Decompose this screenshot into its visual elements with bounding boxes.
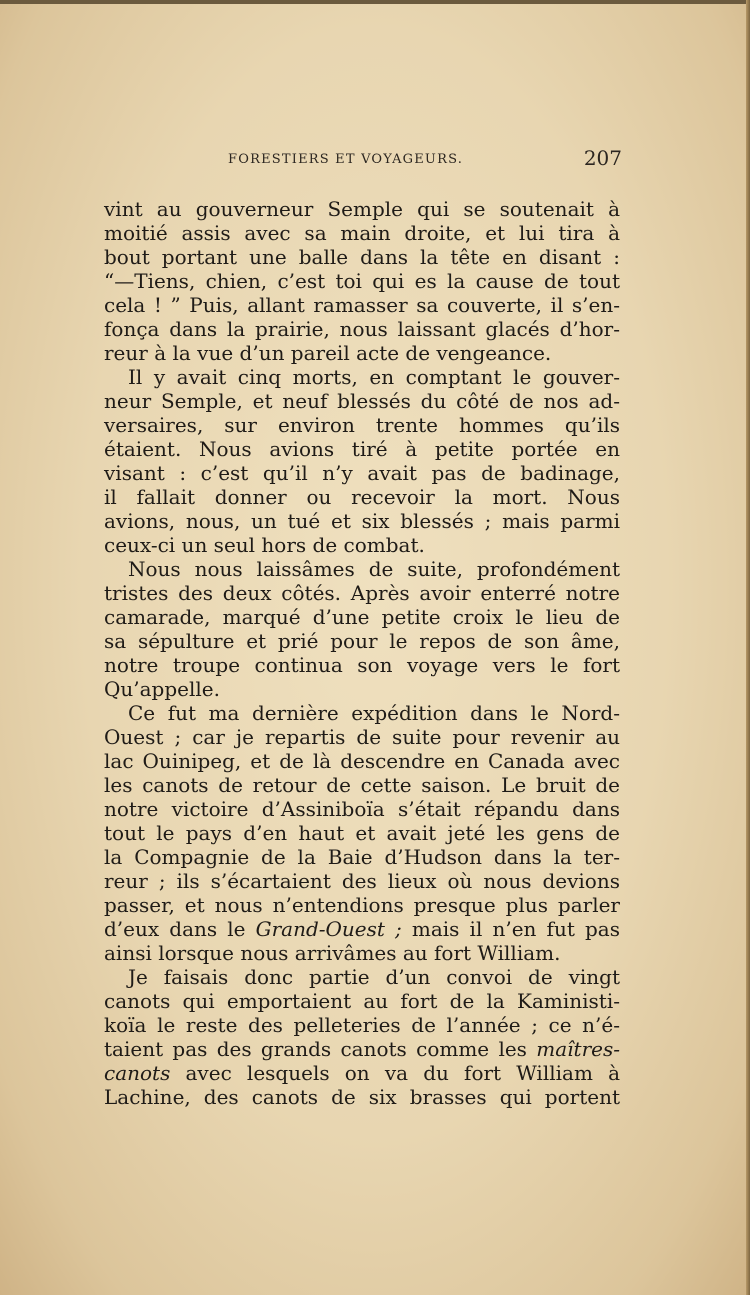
text-line: canots qui emportaient au fort de la Kaministi-: [104, 989, 620, 1013]
italic-text: maîtres-: [536, 1037, 620, 1061]
italic-text: canots: [104, 1061, 171, 1085]
text-line: tout le pays d’en haut et avait jeté les gens de: [104, 821, 620, 845]
text-line: Qu’appelle.: [104, 677, 220, 701]
text-line: ainsi lorsque nous arrivâmes au fort William.: [104, 941, 561, 965]
text-line: “—Tiens, chien, c’est toi qui es la cause de tout: [104, 269, 620, 293]
body-text: [104, 197, 620, 1109]
text-line: les canots de retour de cette saison. Le bruit de: [104, 773, 620, 797]
text-line: notre victoire d’Assiniboïa s’était répandu dans: [104, 797, 620, 821]
text-line: camarade, marqué d’une petite croix le lieu de: [104, 605, 620, 629]
text-line: Nous nous laissâmes de suite, profondément: [128, 557, 620, 581]
italic-text: Grand-Ouest ;: [255, 917, 402, 941]
text-line: Ouest ; car je repartis de suite pour revenir au: [104, 725, 620, 749]
text-line: ceux-ci un seul hors de combat.: [104, 533, 425, 557]
text-line: koïa le reste des pelleteries de l’année ; ce n’é-: [104, 1013, 620, 1037]
text-line: avions, nous, un tué et six blessés ; mais parmi: [104, 509, 620, 533]
text-line: [104, 1061, 620, 1085]
text-line: neur Semple, et neuf blessés du côté de nos ad-: [104, 389, 620, 413]
text-line: Lachine, des canots de six brasses qui portent: [104, 1085, 620, 1109]
page-top-edge: [0, 0, 750, 4]
text-line: étaient. Nous avions tiré à petite portée en: [104, 437, 620, 461]
text-line: visant : c’est qu’il n’y avait pas de badinage,: [104, 461, 620, 485]
text-segment: d’eux dans le: [104, 917, 256, 941]
running-head: [104, 144, 622, 174]
text-line: lac Ouinipeg, et de là descendre en Canada avec: [104, 749, 620, 773]
text-line: Je faisais donc partie d’un convoi de vingt: [128, 965, 620, 989]
text-line: passer, et nous n’entendions presque plus parler: [104, 893, 620, 917]
text-line: moitié assis avec sa main droite, et lui tira à: [104, 221, 620, 245]
text-line: [104, 1037, 620, 1061]
text-line: reur ; ils s’écartaient des lieux où nous devions: [104, 869, 620, 893]
text-segment: avec lesquels on va du fort William à: [170, 1061, 620, 1085]
text-line: reur à la vue d’un pareil acte de vengeance.: [104, 341, 552, 365]
text-line: il fallait donner ou recevoir la mort. Nous: [104, 485, 620, 509]
text-segment: taient pas des grands canots comme les: [104, 1037, 537, 1061]
text-line: [104, 917, 620, 941]
text-line: bout portant une balle dans la tête en disant :: [104, 245, 620, 269]
text-line: vint au gouverneur Semple qui se soutenait à: [104, 197, 620, 221]
page-right-edge: [746, 0, 750, 1295]
text-line: sa sépulture et prié pour le repos de son âme,: [104, 629, 620, 653]
text-line: versaires, sur environ trente hommes qu’ils: [104, 413, 620, 437]
text-line: tristes des deux côtés. Après avoir enterré notre: [104, 581, 620, 605]
text-line: fonça dans la prairie, nous laissant glacés d’hor-: [104, 317, 620, 341]
text-line: cela ! ” Puis, allant ramasser sa couverte, il s’en-: [104, 293, 620, 317]
text-line: Il y avait cinq morts, en comptant le gouver-: [128, 365, 620, 389]
text-line: Ce fut ma dernière expédition dans le Nord-: [128, 701, 620, 725]
running-title: FORESTIERS ET VOYAGEURS.: [228, 152, 464, 167]
text-segment: mais il n’en fut pas: [401, 917, 620, 941]
text-line: notre troupe continua son voyage vers le fort: [104, 653, 620, 677]
page-number: 207: [583, 146, 622, 170]
text-line: la Compagnie de la Baie d’Hudson dans la ter-: [104, 845, 620, 869]
